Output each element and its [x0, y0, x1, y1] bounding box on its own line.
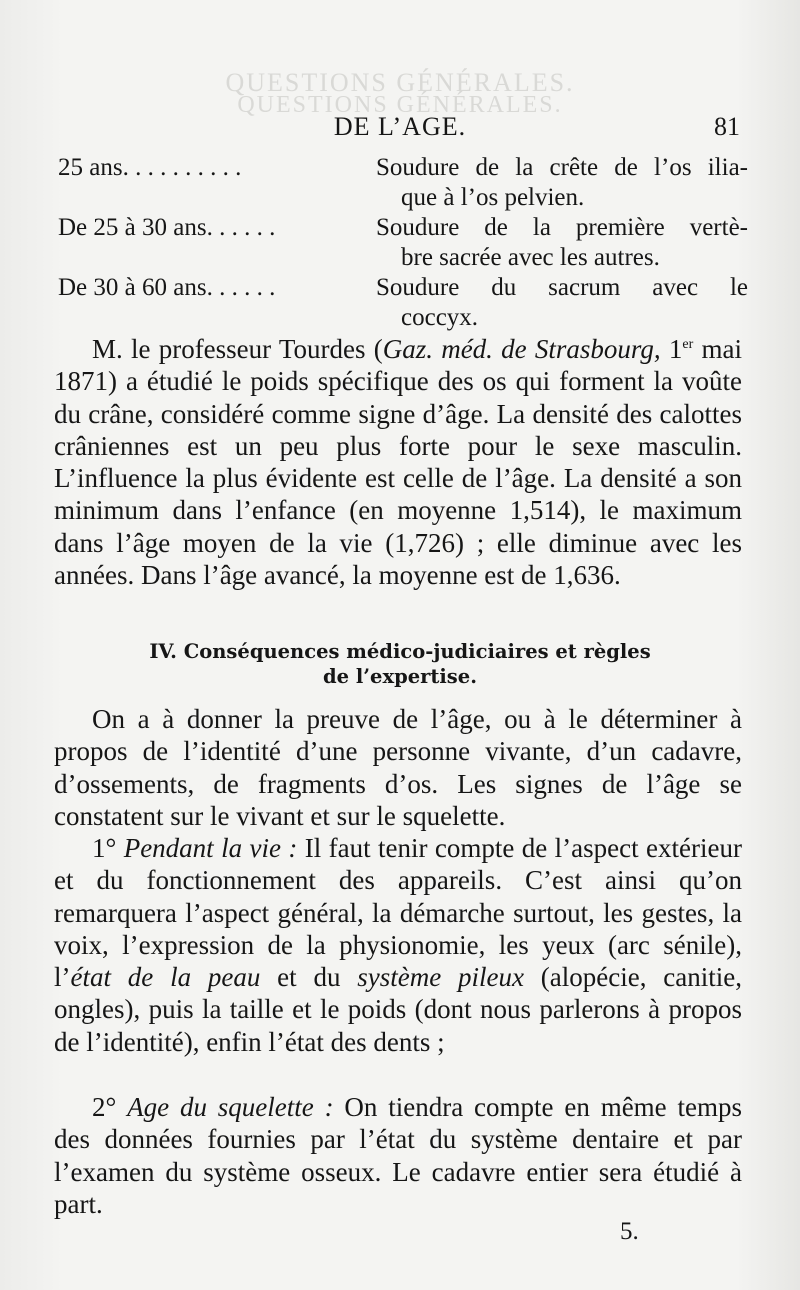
table-row	[58, 153, 748, 213]
page-number: 81	[714, 112, 740, 141]
age-table	[58, 153, 748, 333]
description-cell	[376, 273, 748, 333]
text-run: et du	[260, 962, 358, 993]
age-cell: De 30 à 60 ans. . . . . .	[58, 274, 276, 301]
journal-reference: Gaz. méd. de Strasbourg,	[382, 334, 661, 364]
show-through-text: QUESTIONS GÉNÉRALES.	[225, 68, 575, 97]
paragraph-tourdes	[54, 333, 742, 591]
text-run: Il faut tenir compte de l’aspect extérieur et du fonctionnement des appareils. C’est ainsi qu’on remarquera l’aspect général, la démarche surtout, les gestes, la voix, l’expression de la physionomie, les yeux (arc sénile), l’	[54, 833, 742, 993]
description-line: Soudure de la première vertè-	[376, 214, 748, 241]
signature-mark: 5.	[620, 1218, 639, 1245]
italic-term: système pileux	[357, 962, 524, 993]
section-heading-line: de l’expertise.	[323, 665, 477, 688]
text-run: mai 1871) a étudié le poids spécifique des os qui forment la voûte du crâne, considéré comme signe d’âge. La densité des calottes crâniennes est un peu plus forte pour le sexe masculin. L’influence la plus évidente est celle de l’âge. La densité a son minimum dans l’enfance (en moyenne 1,514), le maximum dans l’âge moyen de la vie (1,726) ; elle diminue avec les années. Dans l’âge avancé, la moyenne est de 1,636.	[54, 334, 742, 591]
section-heading	[70, 639, 730, 689]
description-cell	[376, 213, 748, 273]
text-run: 1	[660, 334, 683, 364]
item-label: Pendant la vie :	[123, 833, 298, 863]
running-header	[60, 112, 740, 144]
text-run: M. le professeur Tourdes (	[92, 334, 383, 364]
superscript: er	[682, 337, 694, 352]
paragraph-age-du-squelette	[54, 1091, 742, 1220]
header-title: DE L’AGE.	[333, 112, 467, 141]
description-line: que à l’os pelvien.	[401, 184, 585, 211]
description-cell	[376, 153, 748, 213]
italic-term: état de la peau	[70, 962, 261, 993]
table-row	[58, 213, 748, 273]
item-number: 2°	[92, 1092, 128, 1122]
description-line: Soudure de la crête de l’os ilia-	[376, 154, 748, 181]
paragraph-pendant-la-vie	[54, 832, 742, 1058]
description-line: Soudure du sacrum avec le	[376, 274, 748, 301]
item-label: Age du squelette :	[127, 1092, 334, 1122]
description-line: coccyx.	[401, 304, 479, 331]
text-run: (alopécie, canitie, ongles), puis la taille et le poids (dont nous parlerons à propos de l’identité), enfin l’état des dents ;	[54, 962, 742, 1057]
age-cell: De 25 à 30 ans. . . . . .	[58, 214, 276, 241]
show-through-text: QUESTIONS GÉNÉRALES.	[237, 92, 563, 118]
paragraph-text: On a à donner la preuve de l’âge, ou à le déterminer à propos de l’identité d’une personne vivante, d’un cadavre, d’ossements, de fragments d’os. Les signes de l’âge se constatent sur le vivant et sur le squelette.	[54, 704, 742, 831]
age-cell: 25 ans. . . . . . . . . .	[58, 154, 242, 181]
item-number: 1°	[92, 833, 124, 863]
table-row	[58, 273, 748, 333]
paragraph-preuve	[54, 703, 742, 832]
text-run: On tiendra compte en même temps des données fournies par l’état du système dentaire et par l’examen du système osseux. Le cadavre entier sera étudié à part.	[54, 1092, 742, 1219]
description-line: bre sacrée avec les autres.	[401, 244, 660, 271]
section-heading-line: IV. Conséquences médico-judiciaires et règles	[149, 640, 651, 663]
